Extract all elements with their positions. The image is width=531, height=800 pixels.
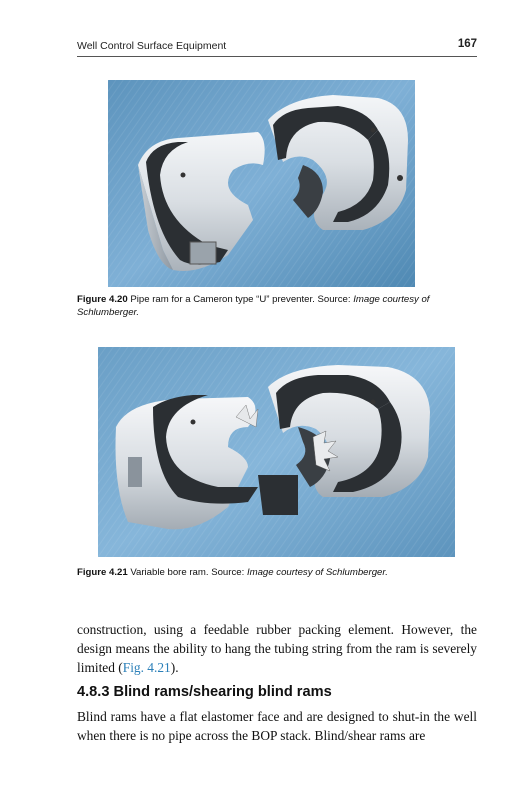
caption-source: Image courtesy of Schlumberger. <box>246 567 388 578</box>
page-number: 167 <box>457 38 477 50</box>
paragraph-blind-rams: Blind rams have a flat elastomer face and are designed to shut-in the well when there is no pipe across the BOP stack. Blind/shear rams are <box>77 709 477 743</box>
section-title: Blind rams/shearing blind rams <box>113 684 332 700</box>
figure-label: Figure 4.20 <box>77 294 128 305</box>
section-heading <box>77 684 477 700</box>
caption-source: Image courtesy of Schlumberger. <box>77 294 430 318</box>
caption-text: Variable bore ram. Source: <box>130 567 247 578</box>
caption-text: Pipe ram for a Cameron type “U” preventer. Source: <box>130 294 354 305</box>
section-number: 4.8.3 <box>77 684 110 700</box>
header-rule <box>77 56 477 57</box>
running-title: Well Control Surface Equipment <box>77 40 227 52</box>
figure-reference-link[interactable]: Fig. 4.21 <box>122 660 171 675</box>
running-head <box>77 38 477 54</box>
figure-4-21-caption <box>77 567 477 580</box>
figure-label: Figure 4.21 <box>77 567 128 578</box>
figure-4-20-image <box>108 80 415 287</box>
figure-4-20-caption <box>77 294 477 319</box>
paragraph-construction <box>77 620 477 677</box>
paragraph-text: construction, using a feedable rubber packing element. However, the design means the ability to hang the tubing string from the ram is severely limited ( <box>77 622 477 675</box>
paragraph-text-end: ). <box>170 660 179 675</box>
figure-4-21-image <box>98 347 455 557</box>
